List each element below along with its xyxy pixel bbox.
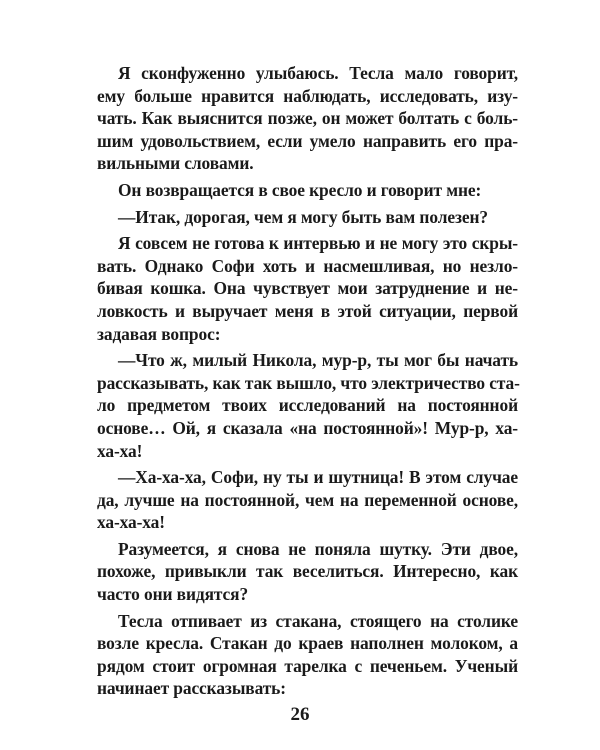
text-line: Он возвращается в свое кресло и говорит мне: [118,179,482,200]
text-line: бивая кошка. Она чувствует мои затруднение и не- [97,278,518,299]
text-line: рассказывать, как так вышло, что электричество ста- [97,372,520,393]
text-line: возле кресла. Стакан до краев наполнен молоком, а [97,633,518,654]
text-line: чать. Как выяснится позже, он может болтать с боль- [97,108,518,129]
text-line: —Что ж, милый Никола, мур-р, ты мог бы начать [118,350,518,371]
paragraph [97,232,518,345]
text-line: начинает рассказывать: [97,678,286,699]
text-line: похоже, привыкли так веселиться. Интересно, как [97,561,518,582]
text-line: основе… Ой, я сказала «на постоянной»! Мур-р, ха- [97,417,518,438]
text-line: Тесла отпивает из стакана, стоящего на столике [118,610,518,631]
text-line: часто они видятся? [97,584,249,605]
text-line: ему больше нравится наблюдать, исследовать, изу- [97,85,518,106]
paragraph [97,206,518,229]
paragraph [97,538,518,606]
text-line: ловкость и выручает меня в этой ситуации, первой [97,300,518,321]
text-line: —Итак, дорогая, чем я могу быть вам полезен? [118,206,488,227]
text-line: —Ха-ха-ха, Софи, ну ты и шутница! В этом случае [118,467,518,488]
text-line: вильными словами. [97,153,254,174]
text-line: рядом стоит огромная тарелка с печеньем. Ученый [97,655,518,676]
text-line: задавая вопрос: [97,323,221,344]
paragraph [97,62,518,175]
text-line: ло предметом твоих исследований на постоянной [97,395,518,416]
paragraph [97,610,518,700]
text-line: шим удовольствием, если умело направить его пра- [97,130,518,151]
text-line: Разумеется, я снова не поняла шутку. Эти двое, [118,538,518,559]
text-line: Я сконфуженно улыбаюсь. Тесла мало говорит, [118,63,518,83]
page-number: 26 [290,704,310,725]
paragraph [97,179,518,202]
text-line: да, лучше на постоянной, чем на переменной основе, [97,489,518,510]
paragraph [97,349,518,462]
text-line: ха-ха! [97,440,143,461]
text-line: вать. Однако Софи хоть и насмешливая, но незло- [97,255,518,276]
page-body-text [97,62,518,704]
text-line: ха-ха-ха! [97,512,165,533]
paragraph [97,466,518,534]
text-line: Я совсем не готова к интервью и не могу это скры- [118,233,518,254]
